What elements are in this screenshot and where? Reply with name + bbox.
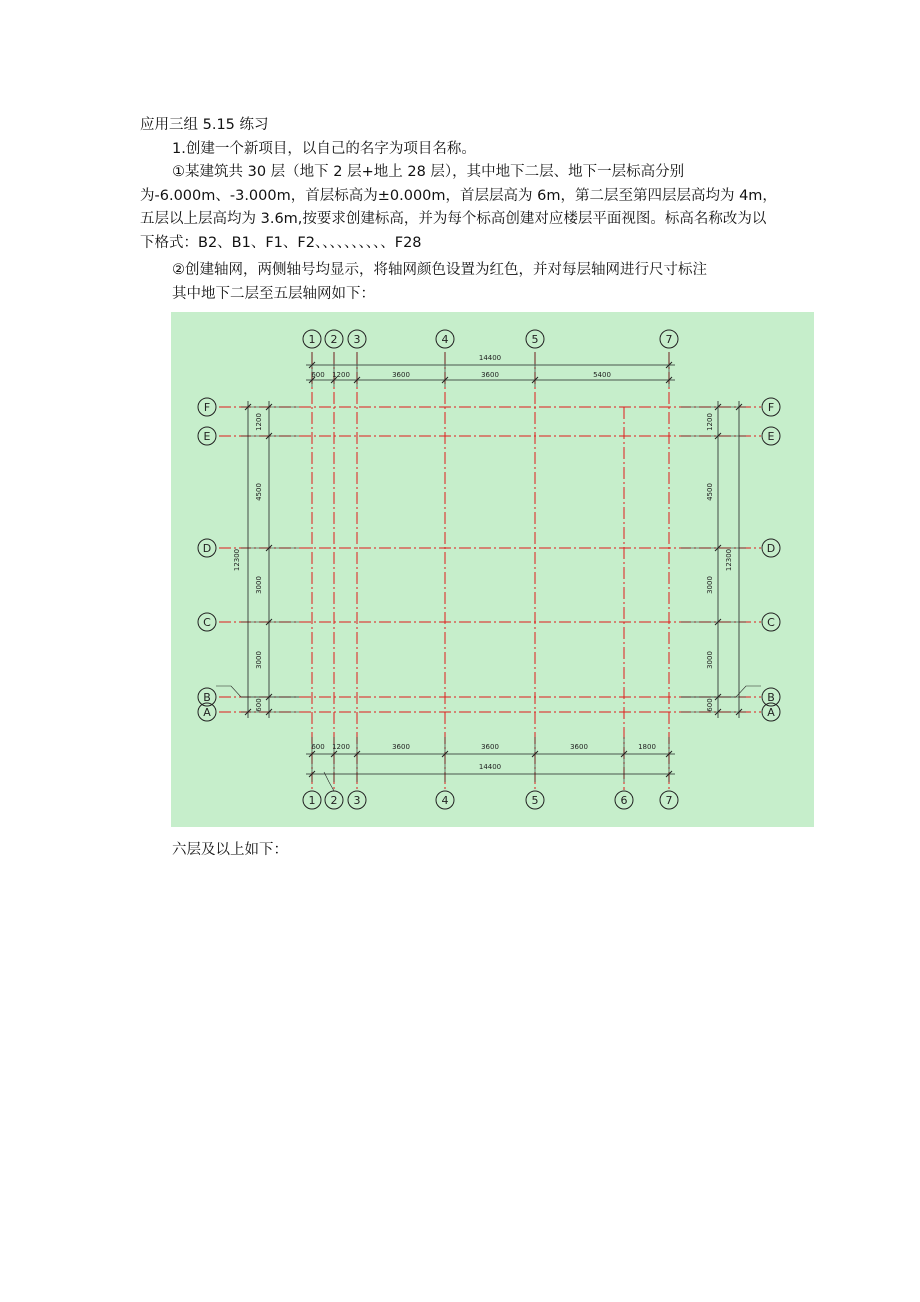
axis-label-top-2: 2: [330, 333, 338, 346]
grid-intro: 其中地下二层至五层轴网如下：: [172, 286, 375, 302]
axis-label-left-E: E: [203, 430, 211, 443]
dim-top-2: 3600: [392, 371, 410, 379]
dim-bottom-3: 3600: [481, 743, 499, 751]
axis-label-left-C: C: [203, 616, 211, 629]
axis-label-left-D: D: [202, 542, 212, 555]
dim-bottom-2: 3600: [392, 743, 410, 751]
dim-bottom-1: 1200: [332, 743, 350, 751]
axis-label-right-E: E: [767, 430, 775, 443]
axis-label-right-F: F: [767, 401, 775, 414]
axis-label-bottom-4: 4: [441, 794, 449, 807]
dim-right-4: 600: [706, 698, 714, 712]
grid-drawing-svg: [171, 312, 814, 827]
paragraph-levels: ①某建筑共 30 层（地下 2 层+地上 28 层），其中地下二层、地下一层标高分别为-6.000m、-3.000m，首层标高为±0.000m，首层层高为 6m，第二层至第四层层高均为 4m，五层以上层高均为 3.6m,按要求创建标高，并为每个标高创建对应楼层平面视图。标高名称改为以下格式：B2、B1、F1、F2、、、、、、、、、、F28: [140, 164, 777, 251]
axis-label-right-B: B: [767, 691, 775, 704]
axis-label-right-C: C: [767, 616, 775, 629]
dim-left-total: 12300: [233, 548, 241, 572]
axis-label-bottom-3: 3: [353, 794, 361, 807]
dim-bottom-0: 600: [311, 743, 325, 751]
axis-label-left-B: B: [203, 691, 211, 704]
dim-top-1: 1200: [332, 371, 350, 379]
dim-top-total: 14400: [478, 354, 502, 362]
paragraph-grid: ②创建轴网，两侧轴号均显示，将轴网颜色设置为红色，并对每层轴网进行尺寸标注: [172, 262, 707, 278]
axis-label-top-4: 4: [441, 333, 449, 346]
axis-label-top-7: 7: [665, 333, 673, 346]
dim-top-3: 3600: [481, 371, 499, 379]
dim-right-1: 4500: [706, 483, 714, 501]
axis-label-bottom-6: 6: [620, 794, 628, 807]
dim-bottom-total: 14400: [478, 763, 502, 771]
dim-top-0: 600: [311, 371, 325, 379]
axis-label-top-1: 1: [308, 333, 316, 346]
dim-left-1: 4500: [255, 483, 263, 501]
axis-label-bottom-2: 2: [330, 794, 338, 807]
dim-left-0: 1200: [255, 413, 263, 431]
axis-label-right-D: D: [766, 542, 776, 555]
axis-label-left-F: F: [203, 401, 211, 414]
axis-label-top-3: 3: [353, 333, 361, 346]
axis-label-right-A: A: [767, 706, 775, 719]
axis-label-bottom-1: 1: [308, 794, 316, 807]
instruction-line-1: 1.创建一个新项目，以自己的名字为项目名称。: [172, 141, 476, 157]
footer-text: 六层及以上如下：: [172, 842, 288, 858]
dim-left-2: 3000: [255, 576, 263, 594]
axis-label-left-A: A: [203, 706, 211, 719]
dim-left-3: 3000: [255, 651, 263, 669]
grid-drawing: [171, 312, 814, 827]
doc-title: 应用三组 5.15 练习: [140, 117, 269, 133]
dim-bottom-4: 3600: [570, 743, 588, 751]
dim-right-2: 3000: [706, 576, 714, 594]
dim-top-4: 5400: [593, 371, 611, 379]
dim-right-3: 3000: [706, 651, 714, 669]
axis-label-bottom-5: 5: [531, 794, 539, 807]
dim-right-total: 12300: [725, 548, 733, 572]
axis-label-bottom-7: 7: [665, 794, 673, 807]
axis-label-top-5: 5: [531, 333, 539, 346]
dim-right-0: 1200: [706, 413, 714, 431]
dim-left-4: 600: [255, 698, 263, 712]
dim-bottom-5: 1800: [638, 743, 656, 751]
